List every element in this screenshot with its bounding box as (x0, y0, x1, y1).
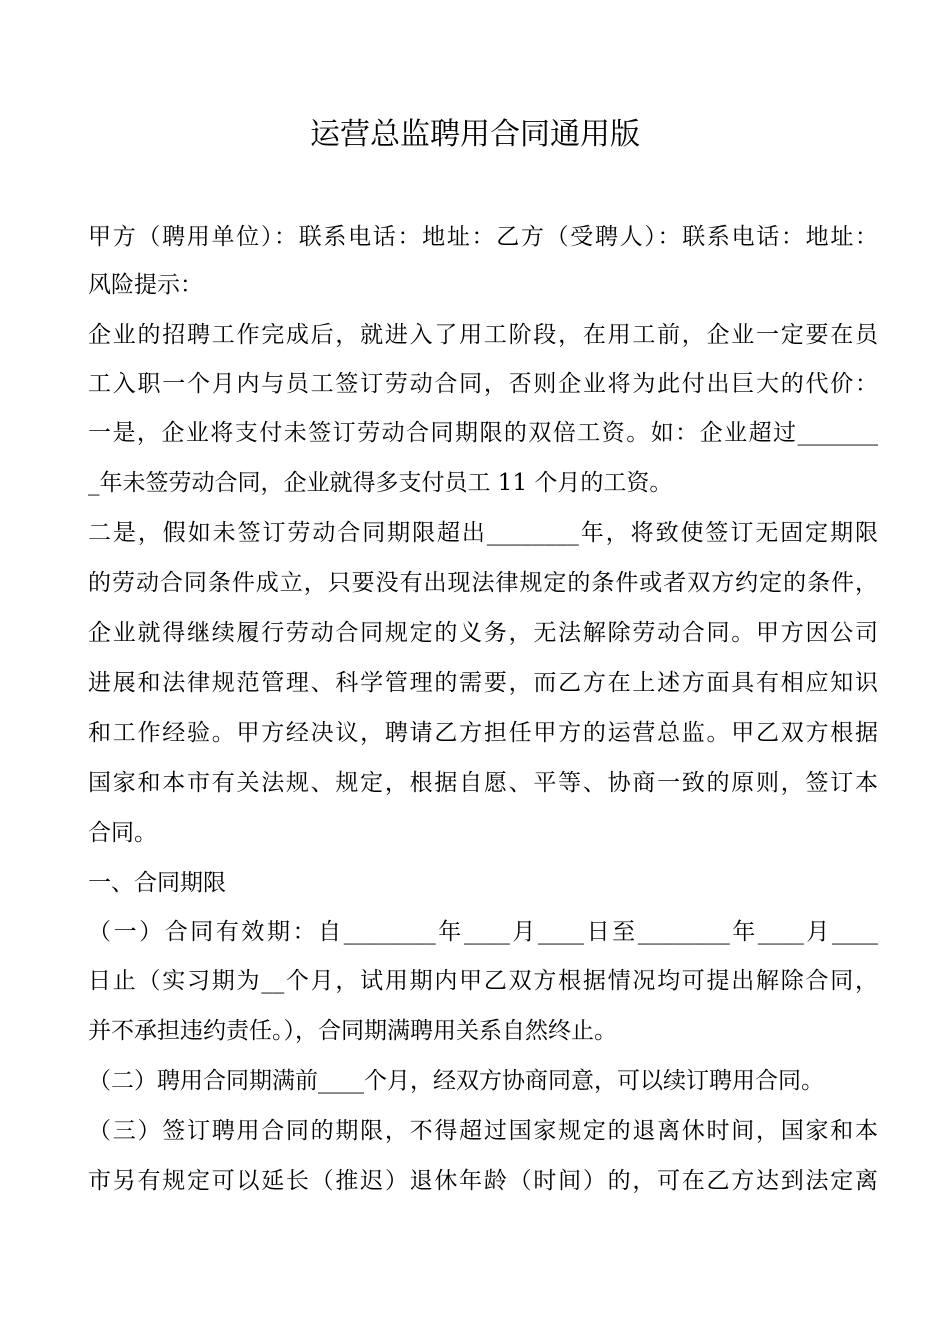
paragraph-line: 合同。 (88, 820, 157, 846)
document-title: 运营总监聘用合同通用版 (310, 117, 640, 152)
clause-line: 日止（实习期为__个月，试用期内甲乙双方根据情况均可提出解除合同， (88, 968, 878, 994)
paragraph-line: 进展和法律规范管理、科学管理的需要，而乙方在上述方面具有相应知识 (88, 670, 878, 696)
clause-line: （三）签订聘用合同的期限，不得超过国家规定的退离休时间，国家和本 (88, 1118, 878, 1144)
paragraph-line: 企业就得继续履行劳动合同规定的义务，无法解除劳动合同。甲方因公司 (88, 620, 878, 646)
paragraph-line: 二是，假如未签订劳动合同期限超出________年，将致使签订无固定期限 (88, 520, 878, 546)
clause-line: （一）合同有效期：自________年____月____日至________年____月____ (88, 919, 878, 945)
paragraph-line: 工入职一个月内与员工签订劳动合同，否则企业将为此付出巨大的代价： (88, 371, 878, 397)
paragraph-line: _年未签劳动合同，企业就得多支付员工 11 个月的工资。 (88, 470, 673, 496)
paragraph-line: 企业的招聘工作完成后，就进入了用工阶段，在用工前，企业一定要在员 (88, 322, 878, 348)
party-info-line: 甲方（聘用单位）：联系电话：地址：乙方（受聘人）：联系电话：地址： (88, 224, 878, 250)
section-heading: 一、合同期限 (88, 870, 226, 896)
clause-line: 市另有规定可以延长（推迟）退休年龄（时间）的，可在乙方达到法定离 (88, 1168, 878, 1194)
paragraph-line: 和工作经验。甲方经决议，聘请乙方担任甲方的运营总监。甲乙双方根据 (88, 720, 878, 746)
paragraph-line: 的劳动合同条件成立，只要没有出现法律规定的条件或者双方约定的条件， (88, 570, 878, 596)
paragraph-line: 国家和本市有关法规、规定，根据自愿、平等、协商一致的原则，签订本 (88, 770, 878, 796)
clause-line: 并不承担违约责任。），合同期满聘用关系自然终止。 (88, 1018, 617, 1044)
paragraph-line: 一是，企业将支付未签订劳动合同期限的双倍工资。如：企业超过_______ (88, 420, 878, 446)
clause-line: （二）聘用合同期满前____个月，经双方协商同意，可以续订聘用合同。 (88, 1068, 824, 1094)
risk-heading: 风险提示： (88, 272, 203, 298)
